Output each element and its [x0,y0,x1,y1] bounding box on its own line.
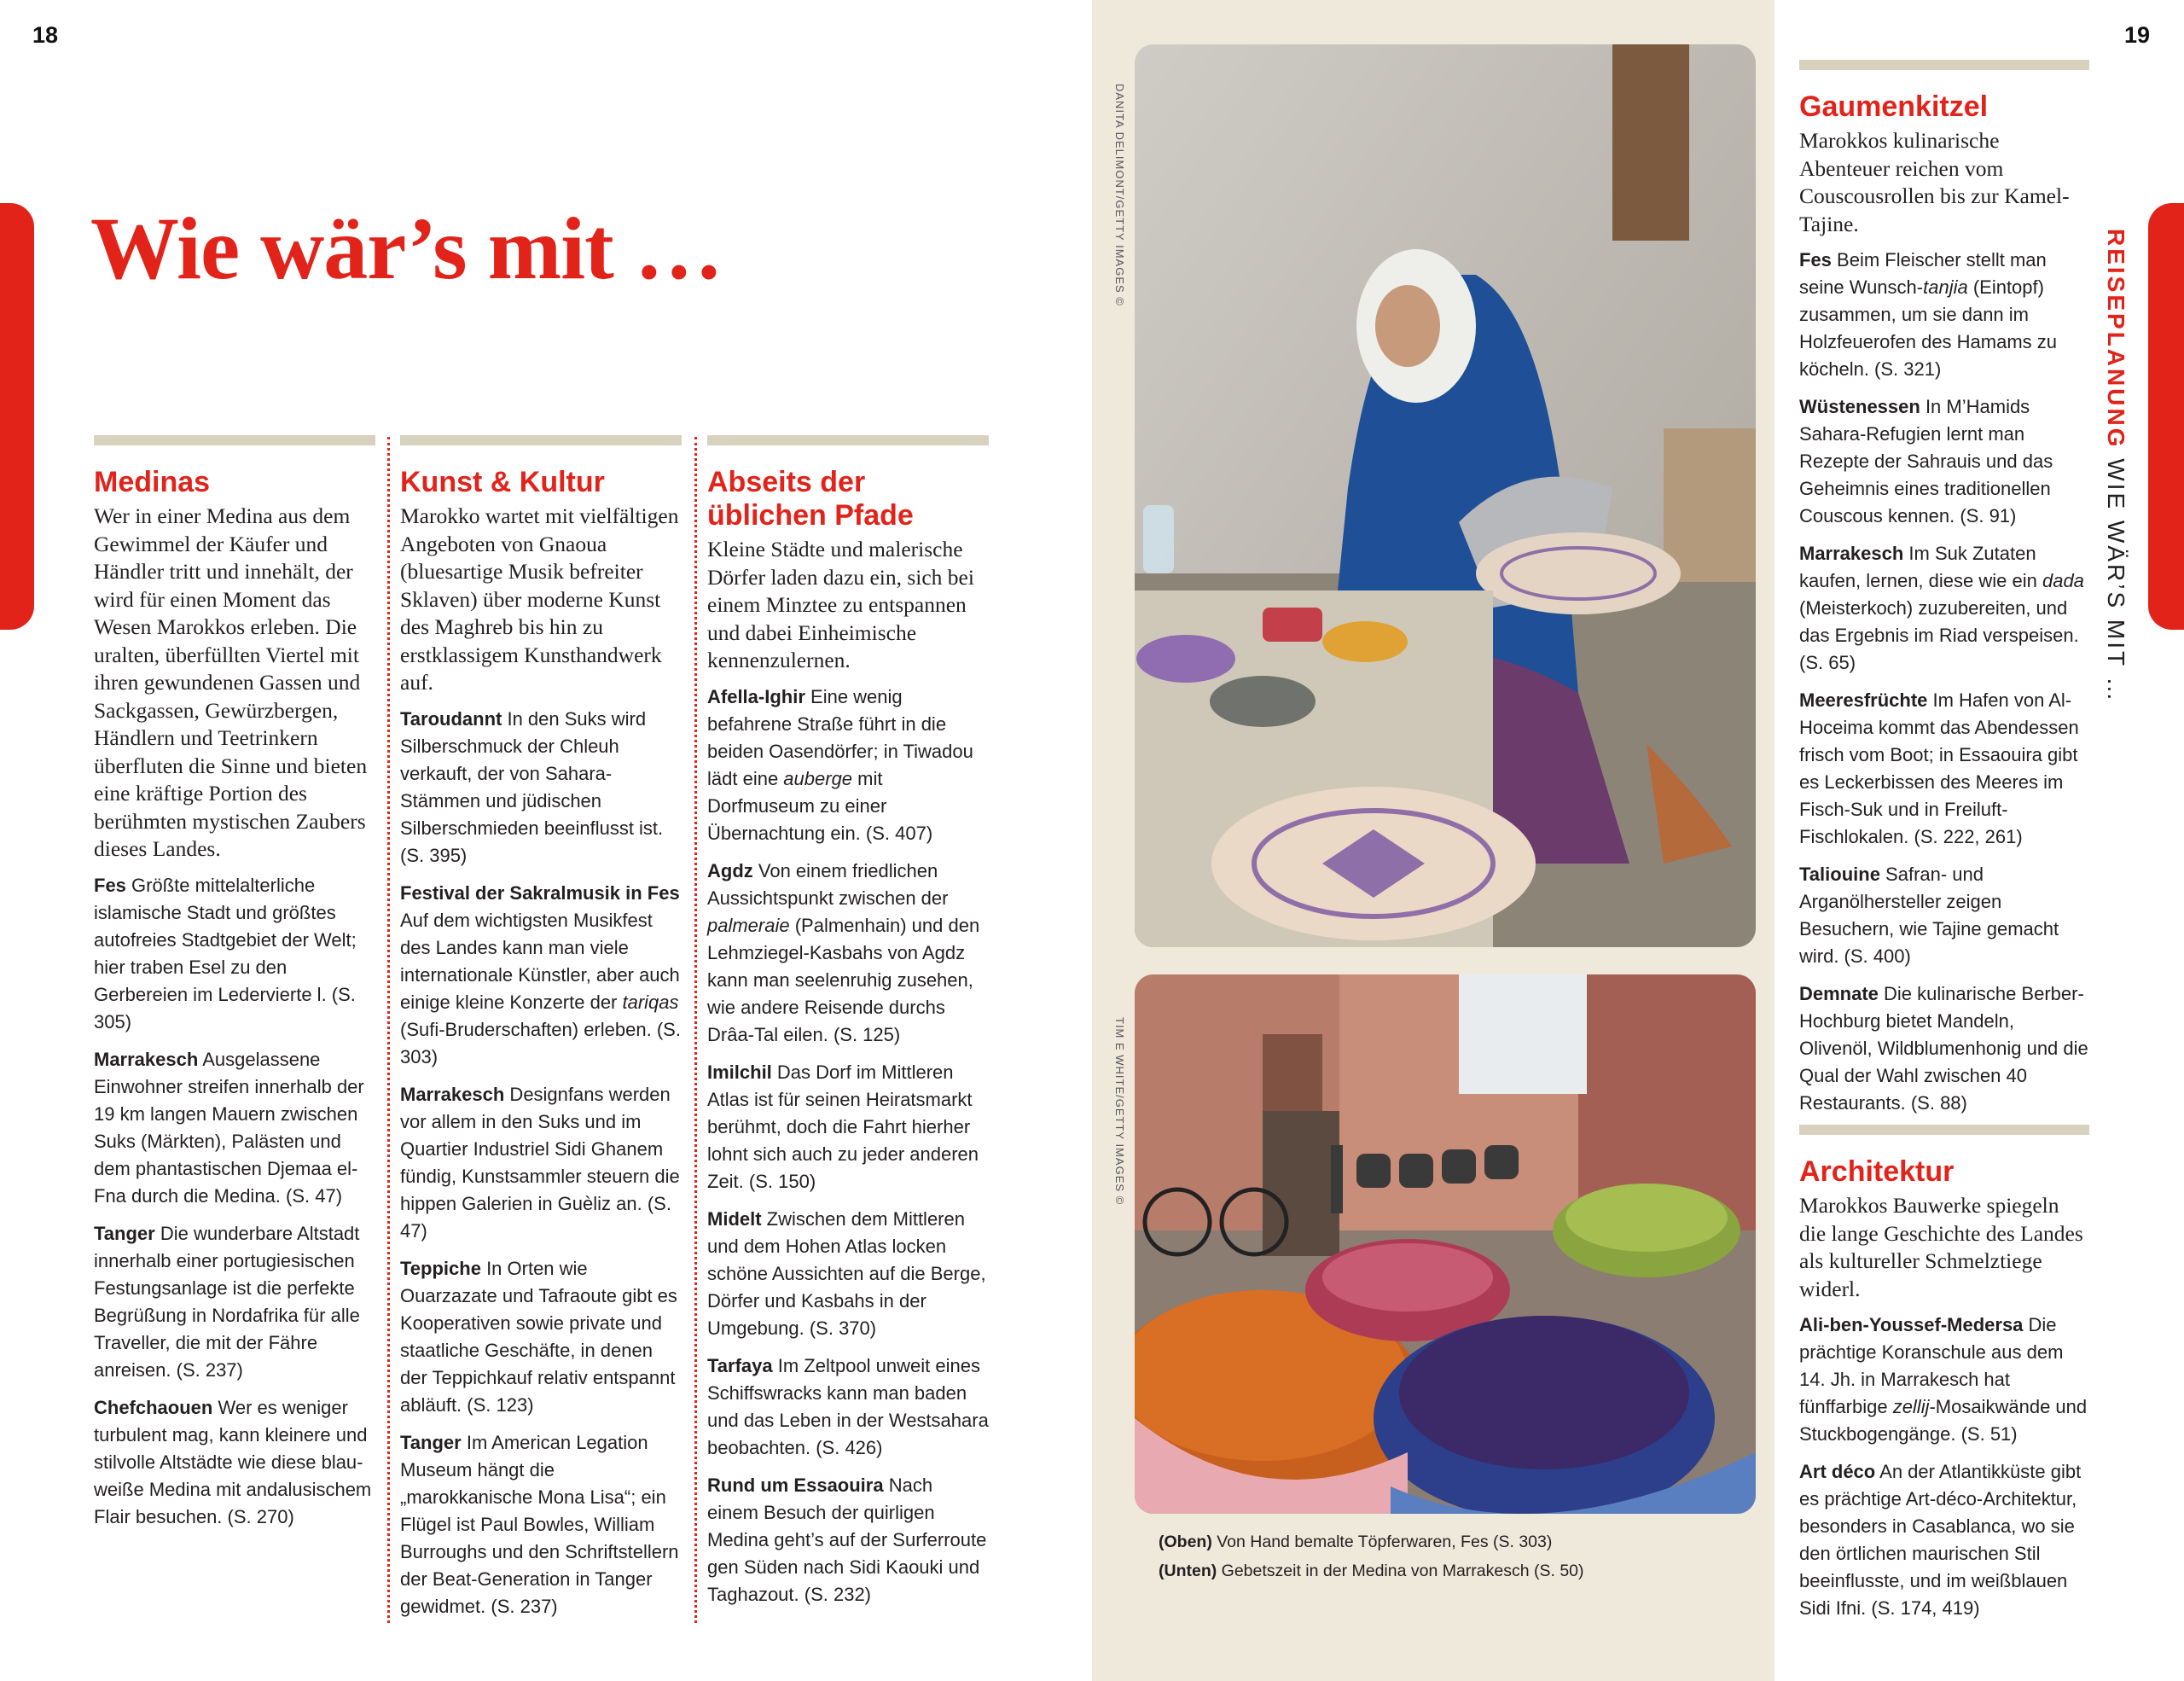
entry-item [400,1429,682,1620]
entry-list [1799,1312,2089,1622]
page-number-left: 18 [32,22,59,48]
pottery-photo-illustration [1135,44,1756,947]
section-intro: Marokkos Bauwerke spiegeln die lange Geschichte des Landes als kultureller Schmelztiege widerl. [1799,1193,2083,1301]
photo-caption-top [1159,1533,1552,1552]
entry-place-name: Marrakesch [400,1083,505,1105]
entry-item [1799,393,2089,530]
entry-place-name: Fes [94,874,126,896]
entry-text: Designfans werden vor allem in den Suks und im Quartier Industriel Sidi Ghanem fündig, Kunstsammler steuern die hippen Galerien in Guèliz an. (S. 47) [400,1083,680,1242]
entry-place-name: Agdz [707,859,753,881]
running-header-title: WIE WÄR’S MIT … [2103,458,2129,704]
entry-text: Das Dorf im Mittleren Atlas ist für seinen Heiratsmarkt berühmt, doch die Fahrt hierher lohnt sich auch zu jeder anderen Zeit. (S. 150) [707,1061,979,1192]
section-gaumenkitzel [1799,60,2089,1127]
entry-item [94,872,375,1036]
photo-credit-top: DANITA DELIMONT/GETTY IMAGES © [1113,84,1126,306]
entry-item [94,1394,375,1531]
section-rule [1799,60,2089,70]
entry-italic-term: zellij [1892,1396,1930,1417]
entry-text: Eine wenig befahrene Straße führt in die beiden Oasendörfer; in Tiwadou lädt eine [707,685,973,789]
entry-text: Im Suk Zutaten kaufen, lernen, diese wie ein [1799,543,2042,591]
entry-item [1799,980,2089,1117]
section-intro: Marokkos kulinarische Abenteuer reichen vom Couscousrollen bis zur Kamel-Tajine. [1799,128,2070,236]
entry-italic-term: auberge [783,767,853,789]
entry-list [94,872,375,1531]
entry-item [400,706,682,870]
entry-text: Größte mittelalterliche islamische Stadt und größtes autofreies Stadtgebiet der Welt; hier traben Esel zu den Gerbereien im Ledervierte l. (S. 305) [94,874,357,1032]
section-intro: Wer in einer Medina aus dem Gewimmel der Käufer und Händler tritt und innehält, der wird für einen Moment das Wesen Marokkos erleben. Die uralten, überfüllten Viertel mit ihren gewundenen Gassen und Sackgassen, Gewürzbergen, Händlern und Teetrinkern überfluten die Sinne und bieten eine kräftige Portion des berühmten mystischen Zaubers dieses Landes. [94,503,368,861]
entry-item [400,880,682,1071]
entry-item [1799,861,2089,970]
entry-text: Beim Fleischer stellt man seine Wunsch- [1799,249,2047,298]
medina-spice-market-photo [1135,974,1756,1514]
caption-label: (Unten) [1159,1562,1217,1580]
entry-text: Zwischen dem Mittleren und dem Hohen Atlas locken schöne Aussichten auf die Berge, Dörfer und Kasbahs in der Umgebung. (S. 370) [707,1207,986,1339]
entry-item [1799,540,2089,677]
entry-item [1799,1458,2089,1622]
photo-credit-bottom: TIM E WHITE/GETTY IMAGES © [1113,1017,1126,1206]
entry-place-name: Taliouine [1799,864,1880,885]
entry-item [707,1472,989,1608]
page-number-right: 19 [2124,22,2151,48]
entry-item [707,1352,989,1462]
entry-place-name: Tarfaya [707,1354,773,1376]
section-rule [1799,1125,2089,1135]
entry-item [707,683,989,847]
entry-text: Safran- und Arganölhersteller zeigen Besuchern, wie Tajine gemacht wird. (S. 400) [1799,864,2059,967]
entry-list [707,683,989,1608]
entry-place-name: Art déco [1799,1461,1876,1482]
caption-label: (Oben) [1159,1533,1212,1551]
entry-text: mit Dorfmuseum zu einer Übernachtung ein. (S. 407) [707,767,933,844]
entry-text: Im Zeltpool unweit eines Schiffswracks kann man baden und das Leben in der Westsahara beobachten. (S. 426) [707,1354,989,1458]
entry-text: Die wunderbare Altstadt innerhalb einer portugiesischen Festungsanlage ist die perfekte Begrüßung in Nordafrika für alle Traveller, die mit der Fähre anreisen. (S. 237) [94,1222,360,1381]
entry-place-name: Tanger [400,1431,462,1453]
entry-text: In M’Hamids Sahara-Refugien lernt man Rezepte der Sahrauis und das Geheimnis eines traditionellen Couscous kennen. (S. 91) [1799,396,2053,526]
entry-text: (Meisterkoch) zuzubereiten, und das Ergebnis im Riad verspeisen. (S. 65) [1799,597,2079,673]
entry-place-name: Fes [1799,249,1832,270]
photo-caption-bottom [1159,1562,1584,1581]
entry-item [94,1220,375,1384]
running-header [2101,229,2135,704]
entry-text: Ausgelassene Einwohner streifen innerhalb der 19 km langen Mauern zwischen Suks (Märkten), Palästen und dem phantastischen Djemaa el-Fna durch die Medina. (S. 47) [94,1048,364,1207]
entry-place-name: Marrakesch [94,1048,199,1070]
entry-text: -Mosaikwände und Stuckbogengänge. (S. 51) [1799,1396,2088,1445]
section-heading: Gaumenkitzel [1799,90,1989,123]
entry-item [707,1206,989,1342]
section-heading: Architektur [1799,1155,1955,1188]
entry-place-name: Chefchaouen [94,1396,213,1418]
entry-place-name: Tanger [94,1222,155,1244]
section-medinas [94,435,375,1541]
entry-text: Die kulinarische Berber-Hochburg bietet Mandeln, Olivenöl, Wildblumenhonig und die Qual der Wahl zwischen 40 Restaurants. (S. 88) [1799,983,2088,1114]
section-rule [94,435,375,445]
entry-place-name: Imilchil [707,1061,772,1083]
entry-italic-term: palmeraie [707,914,790,936]
entry-item [1799,1312,2089,1448]
caption-text: Von Hand bemalte Töpferwaren, Fes (S. 303) [1211,1533,1553,1551]
page-title: Wie wär’s mit … [90,200,723,298]
entry-text: Im Hafen von Al-Hoceima kommt das Abendessen frisch vom Boot; in Essaouira gibt es Leckerbissen des Meeres im Fisch-Suk und in Freiluft-Fischlokalen. (S. 222, 261) [1799,689,2079,847]
entry-place-name: Festival der Sakralmusik in Fes [400,881,680,904]
entry-place-name: Taroudannt [400,707,502,730]
entry-place-name: Demnate [1799,983,1879,1004]
pottery-painter-photo [1135,44,1756,947]
entry-item [400,1081,682,1245]
entry-item [94,1046,375,1210]
medina-photo-illustration [1135,974,1756,1514]
entry-item [1799,687,2089,851]
entry-text: An der Atlantikküste gibt es prächtige Art-déco-Architektur, besonders in Casablanca, wo sie den örtlichen maurischen Stil beeinflusste, und im weißblauen Sidi Ifni. (S. 174, 419) [1799,1461,2082,1619]
entry-place-name: Wüstenessen [1799,396,1920,417]
section-abseits-pfade [707,435,989,1619]
entry-text: In den Suks wird Silberschmuck der Chleuh verkauft, der von Sahara-Stämmen und jüdischen Silberschmieden beeinflusst ist. (S. 395) [400,707,664,866]
entry-place-name: Rund um Essaouira [707,1474,884,1496]
entry-text: (Palmenhain) und den Lehmziegel-Kasbahs von Agdz kann man seelenruhig zusehen, wie andere Reisende durchs Drâa-Tal eilen. (S. 125) [707,914,980,1045]
entry-italic-term: dada [2042,570,2084,591]
entry-item [1799,247,2089,383]
column-divider [387,437,390,1623]
section-architektur [1799,1125,2089,1632]
entry-text: Von einem friedlichen Aussichtspunkt zwischen der [707,859,949,909]
entry-text: Im American Legation Museum hängt die „marokkanische Mona Lisa“; ein Flügel ist Paul Bowles, William Burroughs und den Schriftstellern der Beat-Generation in Tanger gewidmet. (S. 237) [400,1431,679,1617]
chapter-tab-right [2148,203,2184,630]
entry-place-name: Midelt [707,1207,762,1230]
entry-text: Nach einem Besuch der quirligen Medina geht’s auf der Surferroute gen Süden nach Sidi Kaouki und Taghazout. (S. 232) [707,1474,987,1605]
entry-place-name: Afella-Ighir [707,685,805,707]
entry-place-name: Marrakesch [1799,543,1904,564]
entry-text: In Orten wie Ouarzazate und Tafraoute gibt es Kooperativen sowie private und staatliche Geschäfte, in denen der Teppichkauf relativ entspannt abläuft. (S. 123) [400,1257,677,1416]
entry-place-name: Teppiche [400,1257,481,1279]
entry-list [400,706,682,1620]
running-header-section: REISEPLANUNG [2103,229,2129,450]
entry-text: Wer es weniger turbulent mag, kann kleinere und stilvolle Altstädte wie diese blau-weiße Medina mit andalusischem Flair besuchen. (S. 270) [94,1396,372,1527]
section-kunst-kultur [400,435,682,1631]
entry-text: Die prächtige Koranschule aus dem 14. Jh. in Marrakesch hat fünffarbige [1799,1314,2064,1417]
entry-item [707,858,989,1049]
chapter-tab-left [0,203,34,630]
entry-text: Auf dem wichtigsten Musikfest des Landes kann man viele internationale Künstler, aber auch einige kleine Konzerte der [400,909,680,1013]
entry-italic-term: tanjia [1923,276,1968,298]
caption-text: Gebetszeit in der Medina von Marrakesch (S. 50) [1217,1562,1584,1580]
section-heading: Abseits der üblichen Pfade [707,466,914,532]
entry-list [1799,247,2089,1117]
entry-place-name: Ali-ben-Youssef-Medersa [1799,1314,2024,1335]
section-intro: Kleine Städte und malerische Dörfer laden dazu ein, sich bei einem Minztee zu entspannen und dabei Einheimische kennenzulernen. [707,537,974,672]
column-divider [694,437,697,1623]
section-rule [707,435,989,445]
entry-item [707,1059,989,1195]
entry-italic-term: tariqas [622,991,679,1013]
entry-place-name: Meeresfrüchte [1799,689,1928,711]
entry-text: (Sufi-Bruderschaften) erleben. (S. 303) [400,1018,681,1067]
section-heading: Medinas [94,466,211,498]
section-heading: Kunst & Kultur [400,466,605,498]
section-rule [400,435,682,445]
section-intro: Marokko wartet mit vielfältigen Angeboten von Gnaoua (bluesartige Musik befreiter Sklaven) über moderne Kunst des Maghreb bis hin zu erstklassigem Kunsthandwerk auf. [400,503,679,695]
entry-text: (Eintopf) zusammen, um sie dann im Holzfeuerofen des Hamams zu köcheln. (S. 321) [1799,276,2058,380]
entry-item [400,1255,682,1419]
